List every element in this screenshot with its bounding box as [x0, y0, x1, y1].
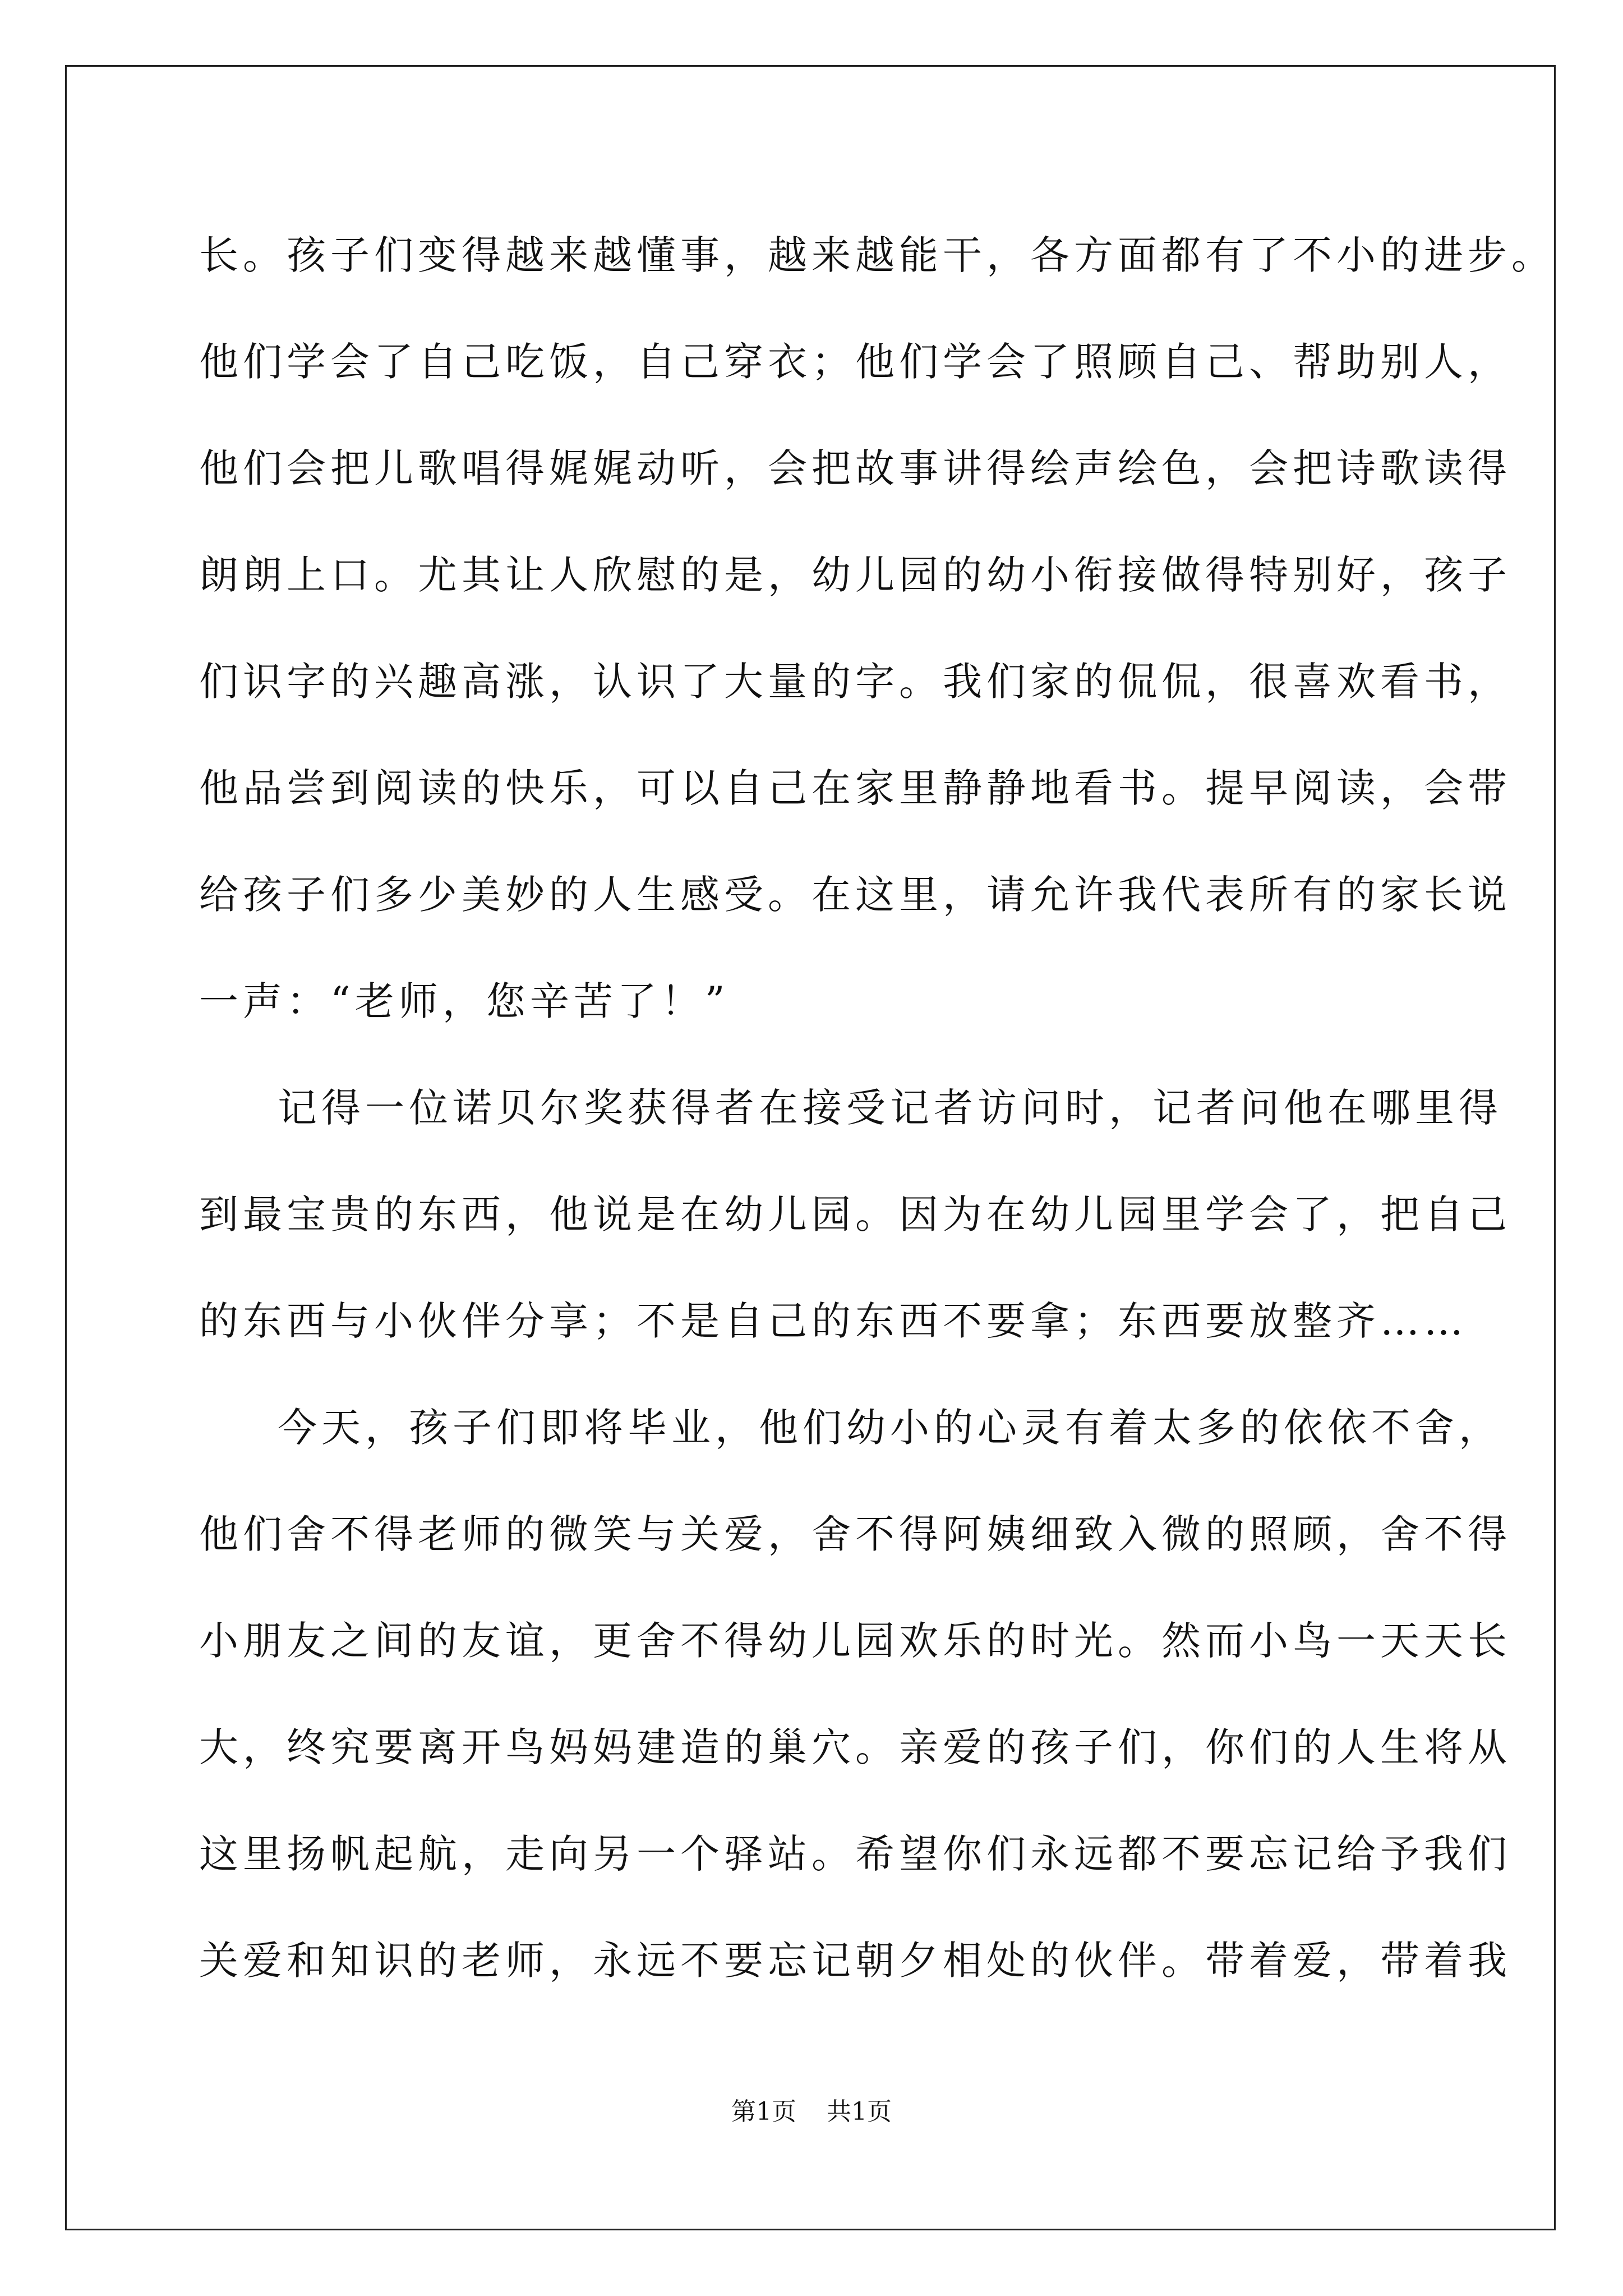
page-footer [0, 2095, 1623, 2129]
paragraph-start-line: 今天，孩子们即将毕业，他们幼小的心灵有着太多的依依不舍， [278, 1405, 1502, 1451]
text-line: 关爱和知识的老师，永远不要忘记朝夕相处的伙伴。带着爱，带着我 [199, 1938, 1511, 1984]
text-line: 们识字的兴趣高涨，认识了大量的字。我们家的侃侃，很喜欢看书， [199, 659, 1511, 705]
text-line: 他们舍不得老师的微笑与关爱，舍不得阿姨细致入微的照顾，舍不得 [199, 1511, 1511, 1557]
text-line: 的东西与小伙伴分享；不是自己的东西不要拿；东西要放整齐…… [199, 1298, 1468, 1344]
text-line: 长。孩子们变得越来越懂事，越来越能干，各方面都有了不小的进步。 [199, 232, 1555, 278]
paragraph-start-line: 记得一位诺贝尔奖获得者在接受记者访问时，记者问他在哪里得 [278, 1085, 1502, 1131]
text-line: 小朋友之间的友谊，更舍不得幼儿园欢乐的时光。然而小鸟一天天长 [199, 1618, 1511, 1664]
document-body [199, 202, 1555, 2014]
page-number: 第1页 [731, 2097, 796, 2126]
text-line: 他们学会了自己吃饭，自己穿衣；他们学会了照顾自己、帮助别人， [199, 339, 1511, 385]
page-total: 共1页 [827, 2097, 892, 2126]
text-line: 这里扬帆起航，走向另一个驿站。希望你们永远都不要忘记给予我们 [199, 1831, 1511, 1877]
text-line: 他们会把儿歌唱得娓娓动听，会把故事讲得绘声绘色，会把诗歌读得 [199, 445, 1511, 491]
text-line: 一声：“老师，您辛苦了！” [199, 978, 730, 1024]
text-line: 给孩子们多少美妙的人生感受。在这里，请允许我代表所有的家长说 [199, 872, 1511, 918]
text-line: 到最宝贵的东西，他说是在幼儿园。因为在幼儿园里学会了，把自己 [199, 1191, 1511, 1237]
text-line: 大，终究要离开鸟妈妈建造的巢穴。亲爱的孩子们，你们的人生将从 [199, 1724, 1511, 1770]
text-line: 朗朗上口。尤其让人欣慰的是，幼儿园的幼小衔接做得特别好，孩子 [199, 552, 1511, 598]
text-line: 他品尝到阅读的快乐，可以自己在家里静静地看书。提早阅读，会带 [199, 765, 1511, 811]
